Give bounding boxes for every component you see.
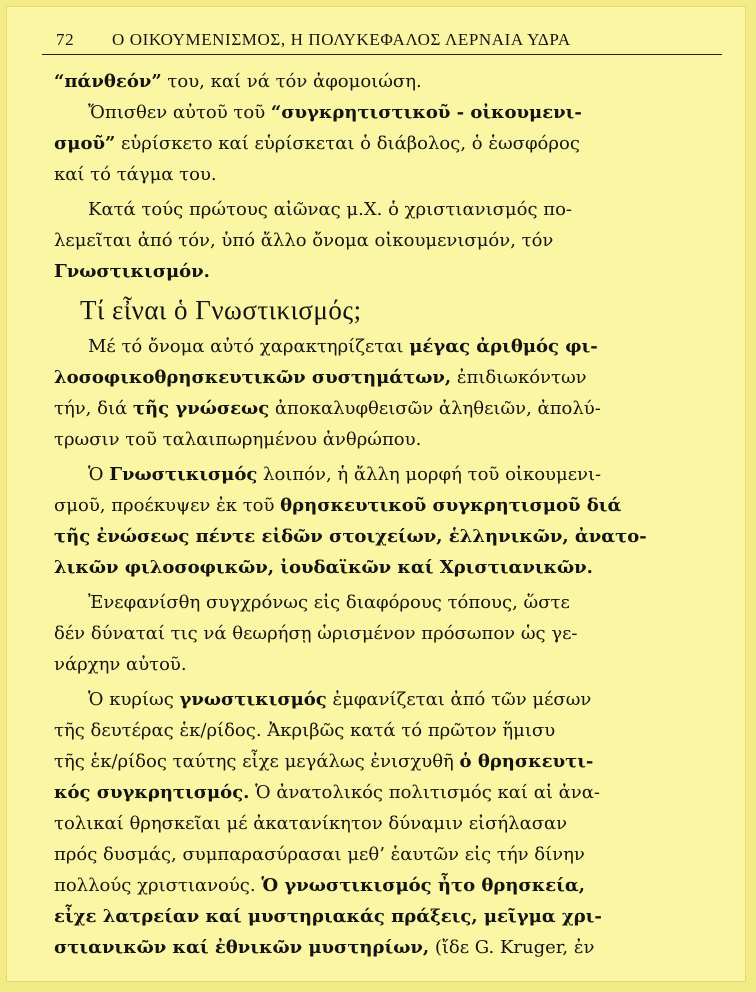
paragraph-4-line-2 <box>54 362 710 393</box>
bold-phrase: ὁ θρησκευτι- <box>459 751 594 772</box>
paragraph-7-line-2: τῆς δευτέρας ἑκ/ρίδος. Ἀκριβῶς κατά τό πρῶτον ἥμισυ <box>54 720 556 741</box>
bold-phrase: σμοῦ” <box>54 133 116 154</box>
paragraph-7-line-7 <box>54 870 710 901</box>
paragraph-4-line-3 <box>54 393 710 424</box>
paragraph-5-line-2 <box>54 490 710 521</box>
text-run: εὑρίσκετο καί εὑρίσκεται ὁ διάβολος, ὁ ἑωσφόρος <box>115 133 580 154</box>
bold-phrase: Γνωστικισμόν. <box>54 261 210 282</box>
text-run: Ὁ <box>88 464 110 485</box>
bold-phrase: λοσοφικοθρησκευτικῶν συστημάτων, <box>54 367 452 388</box>
text-run: ἐμφανίζεται ἀπό τῶν μέσων <box>326 689 592 710</box>
text-run: (ἴδε G. Kruger, ἐν <box>429 937 595 958</box>
paragraph-5-line-3 <box>54 521 710 552</box>
bold-phrase: “πάνθεόν” <box>54 71 162 92</box>
bold-phrase: “συγκρητιστικοῦ - οἰκουμενι- <box>270 102 582 123</box>
text-run: Μέ τό ὄνομα αὐτό χαρακτηρίζεται <box>88 336 410 357</box>
paragraph-1-line-1 <box>54 66 710 97</box>
paragraph-7-line-4 <box>54 777 710 808</box>
paragraph-2-line-2 <box>54 128 710 159</box>
text-run: τῆς ἑκ/ρίδος ταύτης εἶχε μεγάλως ἐνισχυθῆ <box>54 751 460 772</box>
text-run: Ὄπισθεν αὐτοῦ τοῦ <box>88 102 271 123</box>
paragraph-5-line-4 <box>54 552 710 583</box>
paragraph-7-line-3 <box>54 746 710 777</box>
text-run: σμοῦ, προέκυψεν ἐκ τοῦ <box>54 495 281 516</box>
bold-phrase: εἶχε λατρείαν καί μυστηριακάς πράξεις, μεῖγμα χρι- <box>54 906 602 927</box>
paragraph-6-line-2: δέν δύναταί τις νά θεωρήσῃ ὡρισμένον πρόσωπον ὡς γε- <box>54 623 578 644</box>
bold-phrase: Γνωστικισμός <box>109 464 258 485</box>
bold-phrase: κός συγκρητισμός. <box>54 782 250 803</box>
bold-phrase: γνωστικισμός <box>179 689 327 710</box>
paragraph-7-line-6: πρός δυσμάς, συμπαρασύρασαι μεθ’ ἑαυτῶν εἰς τήν δίνην <box>54 844 585 865</box>
text-run: πολλούς χριστιανούς. <box>54 875 262 896</box>
bold-phrase: τῆς γνώσεως <box>132 398 270 419</box>
bold-phrase: στιανικῶν καί ἐθνικῶν μυστηρίων, <box>54 937 430 958</box>
paragraph-4-line-4: τρωσιν τοῦ ταλαιπωρημένου ἀνθρώπου. <box>54 429 422 450</box>
paragraph-2-line-1 <box>54 97 710 128</box>
page-number: 72 <box>56 30 75 49</box>
paragraph-6-line-3: νάρχην αὐτοῦ. <box>54 654 187 675</box>
bold-phrase: μέγας ἀριθμός φι- <box>409 336 598 357</box>
body-text <box>54 66 710 963</box>
bold-phrase: θρησκευτικοῦ συγκρητισμοῦ διά <box>280 495 622 516</box>
paragraph-7-line-8 <box>54 901 710 932</box>
paragraph-7-line-5: τολικαί θρησκεῖαι μέ ἀκατανίκητον δύναμιν εἰσήλασαν <box>54 813 568 834</box>
text-run: τήν, διά <box>54 398 133 419</box>
paragraph-6-line-1: Ἐνεφανίσθη συγχρόνως εἰς διαφόρους τόπους, ὥστε <box>88 592 570 613</box>
text-run: ἀποκαλυφθεισῶν ἀληθειῶν, ἀπολύ- <box>269 398 601 419</box>
paragraph-3-line-3 <box>54 256 710 287</box>
paragraph-3-line-2: λεμεῖται ἀπό τόν, ὑπό ἄλλο ὄνομα οἰκουμενισμόν, τόν <box>54 230 554 251</box>
bold-phrase: Ὁ γνωστικισμός ἦτο θρησκεία, <box>261 875 585 896</box>
paragraph-7-line-9 <box>54 932 710 963</box>
paragraph-7-line-1 <box>54 684 710 715</box>
paragraph-2-line-3: καί τό τάγμα του. <box>54 164 217 185</box>
running-header <box>42 26 722 55</box>
text-run: του, καί νά τόν ἀφομοιώση. <box>161 71 422 92</box>
bold-phrase: τῆς ἐνώσεως πέντε εἰδῶν στοιχείων, ἑλληνικῶν, ἀνατο- <box>54 526 647 547</box>
bold-phrase: λικῶν φιλοσοφικῶν, ἰουδαϊκῶν καί Χριστιανικῶν. <box>54 557 593 578</box>
paragraph-5-line-1 <box>54 459 710 490</box>
paragraph-4-line-1 <box>54 331 710 362</box>
text-run: λοιπόν, ἡ ἄλλη μορφή τοῦ οἰκουμενι- <box>257 464 602 485</box>
paragraph-3-line-1: Κατά τούς πρώτους αἰῶνας μ.Χ. ὁ χριστιανισμός πο- <box>88 199 573 220</box>
text-run: Ὁ ἀνατολικός πολιτισμός καί αἱ ἀνα- <box>249 782 600 803</box>
section-heading: Τί εἶναι ὁ Γνωστικισμός; <box>80 295 362 325</box>
text-run: ἐπιδιωκόντων <box>451 367 587 388</box>
page-frame <box>6 6 746 982</box>
text-run: Ὁ κυρίως <box>88 689 180 710</box>
running-head-title: Ο ΟΙΚΟΥΜΕΝΙΣΜΟΣ, Η ΠΟΛΥΚΕΦΑΛΟΣ ΛΕΡΝΑΙΑ ΥΔΡΑ <box>112 30 571 49</box>
